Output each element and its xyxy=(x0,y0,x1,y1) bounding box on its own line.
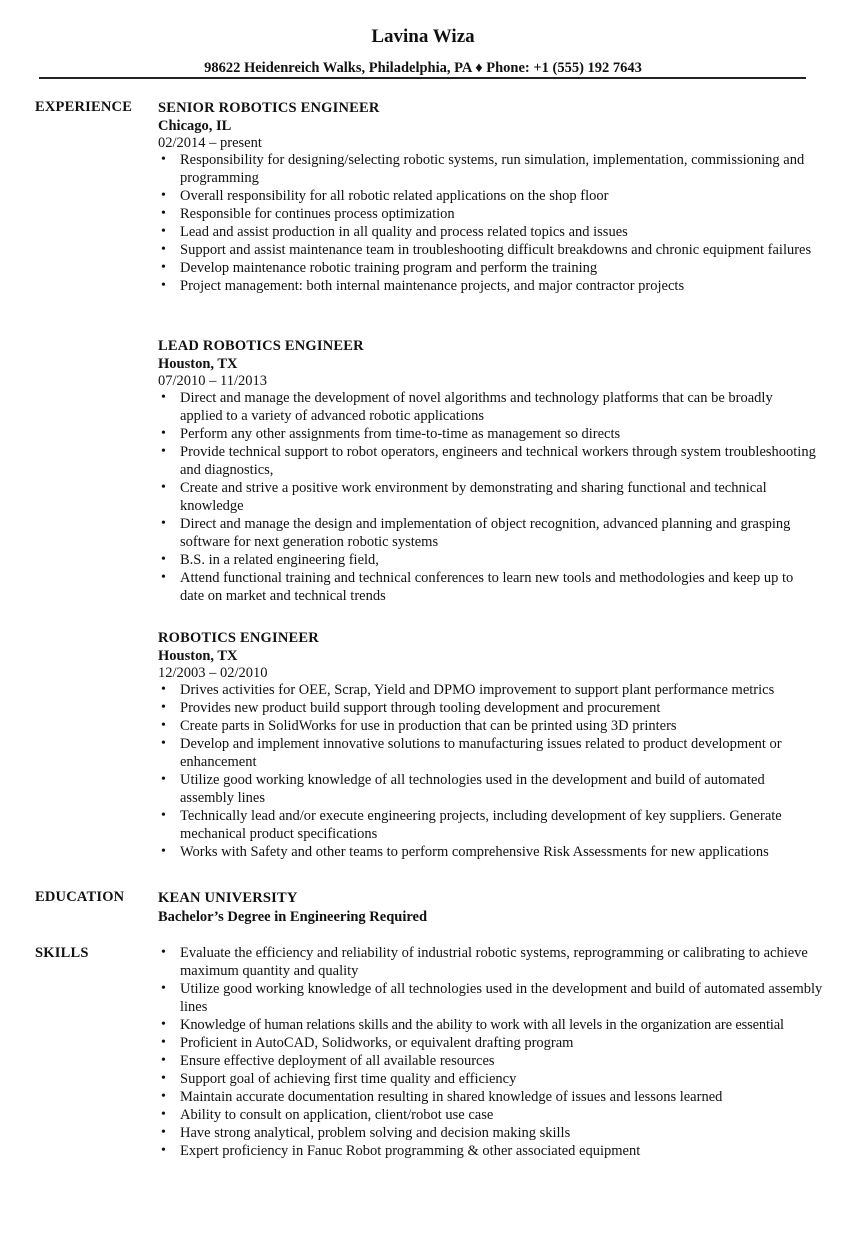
list-item: • Lead and assist production in all quality and process related topics and issues xyxy=(158,223,818,241)
list-item: • Ability to consult on application, client/robot use case xyxy=(158,1106,823,1124)
job-location: Houston, TX xyxy=(158,356,238,372)
job-title: LEAD ROBOTICS ENGINEER xyxy=(158,338,364,354)
list-item: • Responsibility for designing/selecting robotic systems, run simulation, implementation, commissioning and programming xyxy=(158,151,818,187)
school-name: KEAN UNIVERSITY xyxy=(158,890,298,906)
list-item: • Provides new product build support through tooling development and procurement xyxy=(158,699,818,717)
list-item: • Support goal of achieving first time quality and efficiency xyxy=(158,1070,823,1088)
list-item: • Technically lead and/or execute engineering projects, including development of key suppliers. Generate mechanical product specifications xyxy=(158,807,818,843)
job-entry xyxy=(158,99,818,295)
list-item: • Project management: both internal maintenance projects, and major contractor projects xyxy=(158,277,818,295)
list-item: • Responsible for continues process optimization xyxy=(158,205,818,223)
list-item: • Develop and implement innovative solutions to manufacturing issues related to product development or enhancement xyxy=(158,735,818,771)
degree: Bachelor’s Degree in Engineering Required xyxy=(158,909,428,925)
job-dates: 07/2010 – 11/2013 xyxy=(158,373,268,389)
job-responsibilities xyxy=(158,151,818,295)
list-item: • Create and strive a positive work environment by demonstrating and sharing functional and technical knowledge xyxy=(158,479,818,515)
list-item: • Evaluate the efficiency and reliability of industrial robotic systems, reprogramming or calibrating to achieve maximum quantity and quality xyxy=(158,944,823,980)
list-item: • Perform any other assignments from time-to-time as management so directs xyxy=(158,425,818,443)
job-entry xyxy=(158,629,818,861)
list-item: • Create parts in SolidWorks for use in production that can be printed using 3D printers xyxy=(158,717,818,735)
job-dates: 12/2003 – 02/2010 xyxy=(158,665,268,681)
candidate-name: Lavina Wiza xyxy=(371,26,475,47)
job-responsibilities xyxy=(158,681,818,861)
list-item: • Direct and manage the design and implementation of object recognition, advanced planning and grasping software for next generation robotic systems xyxy=(158,515,818,551)
list-item: • Drives activities for OEE, Scrap, Yield and DPMO improvement to support plant performance metrics xyxy=(158,681,818,699)
job-title: SENIOR ROBOTICS ENGINEER xyxy=(158,100,380,116)
job-entry xyxy=(158,337,818,605)
list-item: • Utilize good working knowledge of all technologies used in the development and build of automated assembly lines xyxy=(158,771,818,807)
job-dates: 02/2014 – present xyxy=(158,135,262,151)
list-item: • Have strong analytical, problem solving and decision making skills xyxy=(158,1124,823,1142)
skills-section-label: SKILLS xyxy=(35,945,89,961)
list-item: • Knowledge of human relations skills and the ability to work with all levels in the organization are essential xyxy=(158,1016,823,1034)
job-location: Chicago, IL xyxy=(158,118,232,134)
education-entry xyxy=(158,889,818,926)
contact-line: 98622 Heidenreich Walks, Philadelphia, PA ♦ Phone: +1 (555) 192 7643 xyxy=(204,60,642,76)
list-item: • Overall responsibility for all robotic related applications on the shop floor xyxy=(158,187,818,205)
list-item: • Maintain accurate documentation resulting in shared knowledge of issues and lessons learned xyxy=(158,1088,823,1106)
header-divider xyxy=(39,77,806,79)
list-item: • Works with Safety and other teams to perform comprehensive Risk Assessments for new applications xyxy=(158,843,818,861)
list-item: • Develop maintenance robotic training program and perform the training xyxy=(158,259,818,277)
list-item: • Utilize good working knowledge of all technologies used in the development and build of automated assembly lines xyxy=(158,980,823,1016)
list-item: • Support and assist maintenance team in troubleshooting difficult breakdowns and chronic equipment failures xyxy=(158,241,818,259)
experience-section-label: EXPERIENCE xyxy=(35,99,133,115)
list-item: • Attend functional training and technical conferences to learn new tools and methodologies and keep up to date on market and technical trends xyxy=(158,569,818,605)
education-section-label: EDUCATION xyxy=(35,889,125,905)
list-item: • Provide technical support to robot operators, engineers and technical workers through system troubleshooting and diagnostics, xyxy=(158,443,818,479)
list-item: • Proficient in AutoCAD, Solidworks, or equivalent drafting program xyxy=(158,1034,823,1052)
list-item: • B.S. in a related engineering field, xyxy=(158,551,818,569)
list-item: • Ensure effective deployment of all available resources xyxy=(158,1052,823,1070)
list-item: • Direct and manage the development of novel algorithms and technology platforms that can be broadly applied to a variety of advanced robotic applications xyxy=(158,389,818,425)
job-location: Houston, TX xyxy=(158,648,238,664)
skills-block xyxy=(158,944,823,1160)
job-responsibilities xyxy=(158,389,818,605)
job-title: ROBOTICS ENGINEER xyxy=(158,630,319,646)
skills-list xyxy=(158,944,823,1160)
list-item: • Expert proficiency in Fanuc Robot programming & other associated equipment xyxy=(158,1142,823,1160)
